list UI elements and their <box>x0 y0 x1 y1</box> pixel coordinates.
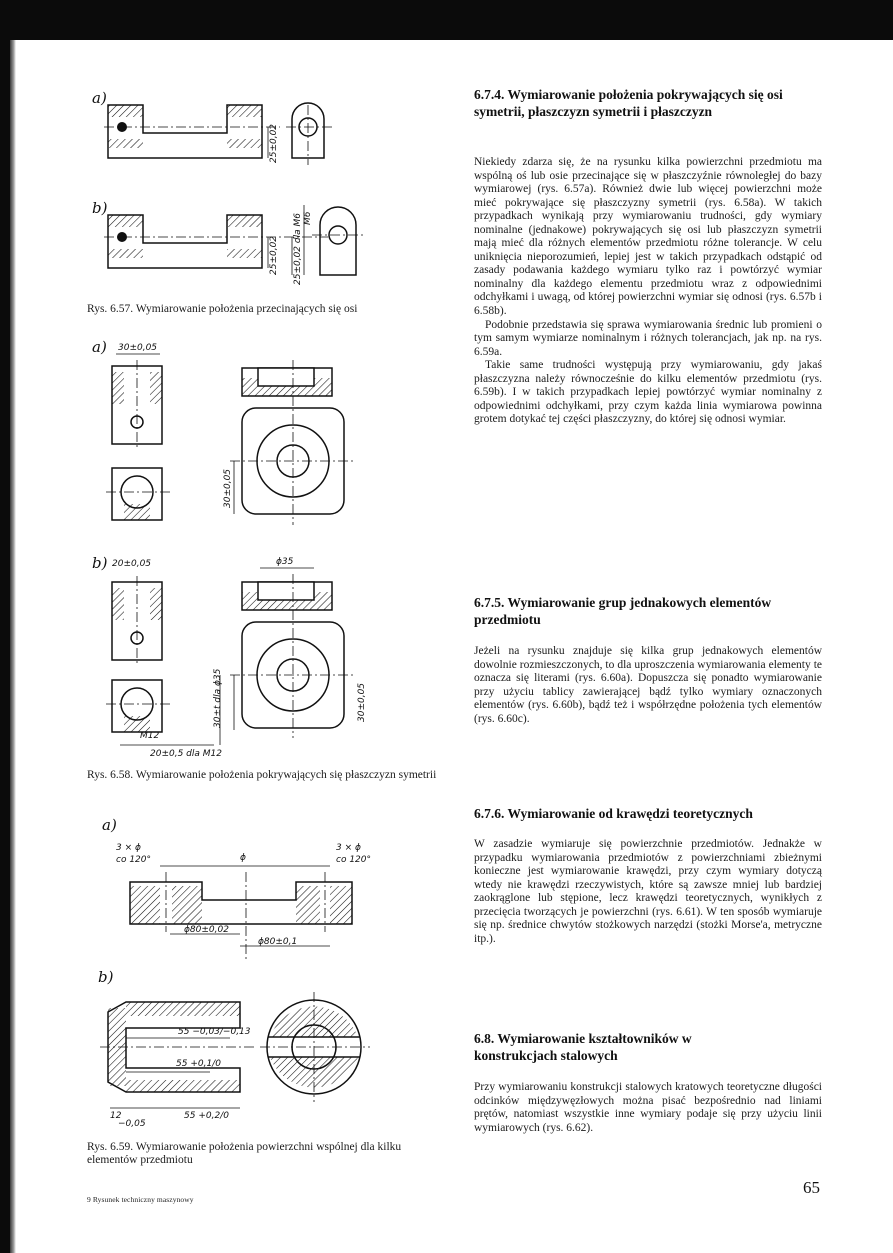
section-6-7-5-heading: 6.7.5. Wymiarowanie grup jednakowych elementów przedmiotu <box>474 595 772 627</box>
fig657b-dim-3: M6 <box>303 211 313 225</box>
section-6-7-4-body <box>474 156 822 427</box>
section-6-7-6-body <box>474 838 822 946</box>
fig659a-section <box>130 872 352 962</box>
section-6-7-4-para-3: Takie same trudności występują przy wymiarowaniu, gdy jakaś płaszczyzna należy równocześnie do kilku elementów przedmiotu (rys. 6.59b). I w takich przypadkach lepiej powtórzyć wymiar nominalny z odpowiednimi odchyłkami, przy czym każda linia wymiarowa powinna grotem dotykać tej części płaszczyzny, do której się odnosi wymiar. <box>474 359 822 426</box>
fig658a-front-view <box>112 360 162 450</box>
fig659b-section <box>100 1002 255 1092</box>
figure-6-59 <box>80 812 380 1140</box>
section-6-7-4-para-1: Niekiedy zdarza się, że na rysunku kilka powierzchni przedmiotu ma wspólną oś lub osie przecinające się w płaszczyźnie równoległej do bazy wymiarowej (rys. 6.57a). Również dwie lub więcej powierzchni może mieć pokrywające się płaszczyzny symetrii (rys. 6.58a). W takich przypadkach wynikają przy wymiarowaniu trudności, gdy wymiary nominalne (jednakowe) pokrywających się osi lub płaszczyzn symetrii mają mieć dla różnych elementów przedmiotu różne tolerancje. W celu uniknięcia nieporozumień, lepiej jest w takich przypadkach odstąpić od zasady podawania każdego wymiaru tylko raz i powtórzyć wymiar nominalny dla każdego elementu przedmiotu wraz z odpowiednimi odchyłkami i uwagą, od której powierzchni wymiar się odnosi (rys. 6.57b i 6.58b). <box>474 156 822 318</box>
section-6-7-5-para-1: Jeżeli na rysunku znajduje się kilka grup jednakowych elementów dowolnie rozmieszczonych, to dla uproszczenia wymiarowania elementy te oznacza się literami (rys. 6.60a). Dopuszcza się ponadto wymiarowanie przy użyciu tablicy zawierającej bądź tylko wymiary oznaczonych elementów (rys. 6.60b), bądź też i współrzędne położenia tych elementów (rys. 6.60c). <box>474 645 822 725</box>
fig659b-end-view <box>260 992 370 1102</box>
scan-top-border <box>0 0 893 40</box>
fig657-label-a: a) <box>92 89 107 107</box>
fig659b-dim-tol: −0,05 <box>118 1119 146 1129</box>
fig658b-section <box>106 680 170 732</box>
fig657b-dim-2: 25±0,02 dla M6 <box>293 213 303 285</box>
fig659a-dim-co120-right: co 120° <box>336 855 371 865</box>
fig657a-side-view <box>286 103 332 165</box>
fig658a-section <box>106 468 170 520</box>
page-number: 65 <box>803 1178 820 1197</box>
section-6-8-heading: 6.8. Wymiarowanie kształtowników w konstrukcjach stalowych <box>474 1031 692 1063</box>
fig658b-dim-m12: M12 <box>140 731 160 741</box>
fig659a-dim-phi80-002: ϕ80±0,02 <box>184 925 229 935</box>
fig657-label-b: b) <box>92 199 108 217</box>
fig658-caption: Rys. 6.58. Wymiarowanie położenia pokrywających się płaszczyzn symetrii <box>87 769 437 781</box>
fig658-label-a: a) <box>92 338 107 356</box>
fig659b-dim-55-c: 55 +0,2/0 <box>184 1111 229 1121</box>
section-6-7-6-heading: 6.7.6. Wymiarowanie od krawędzi teoretycznych <box>474 806 753 821</box>
fig659b-dim-55-a: 55 −0,03/−0,13 <box>178 1027 251 1037</box>
figure-6-58 <box>80 330 380 768</box>
scan-book-spine <box>10 40 16 1253</box>
fig657a-dim: 25±0,02 <box>269 123 279 163</box>
fig659b-dim-55-b: 55 +0,1/0 <box>176 1059 221 1069</box>
fig659a-dim-phi80-01: ϕ80±0,1 <box>258 937 298 947</box>
figure-6-57 <box>80 85 410 300</box>
section-6-7-4-para-2: Podobnie przedstawia się sprawa wymiarowania średnic lub promieni o tym samym wymiarze nominalnym i różnych tolerancjach, jak np. na rys. 6.59a. <box>474 318 822 358</box>
fig658b-dim-20-m12: 20±0,5 dla M12 <box>150 749 222 759</box>
section-6-7-4-heading: 6.7.4. Wymiarowanie położenia pokrywających się osi symetrii, płaszczyzn symetrii i płaszczyzn <box>474 87 783 119</box>
fig658-label-b: b) <box>92 554 108 572</box>
section-6-7-5-body <box>474 645 822 726</box>
fig659a-dim-3x-left: 3 × ϕ <box>116 843 141 853</box>
scan-left-border <box>0 40 10 1253</box>
fig659a-dim-co120-left: co 120° <box>116 855 151 865</box>
fig658b-dim-phi35-side: 30±t dla ϕ35 <box>213 668 223 728</box>
fig658b-dim-top: 20±0,05 <box>112 559 152 569</box>
fig657b-side-view <box>312 207 364 275</box>
fig659a-dim-3x-right: 3 × ϕ <box>336 843 361 853</box>
fig657b-dim-1: 25±0,02 <box>269 235 279 275</box>
section-6-8-body <box>474 1081 822 1135</box>
fig658b-dim-phi35: ϕ35 <box>276 557 294 567</box>
fig659b-dim-12: 12 <box>110 1111 122 1121</box>
fig659-label-b: b) <box>98 968 114 986</box>
fig658a-top-view <box>230 360 356 525</box>
section-6-7-6-para-1: W zasadzie wymiaruje się powierzchnie przedmiotów. Jednakże w przypadku wymiarowania przedmiotów z powierzchniami zbieżnymi konieczne jest wymiarowanie krawędzi, przy czym wymiary dotyczą wtedy nie krawędzi rzeczywistych, które są zawsze mniej lub bardziej zaokrąglone lub stępione, lecz krawędzi teoretycznych, wynikłych z przecięcia tworzących je powierzchni (rys. 6.61). W ten sposób wymiaruje się np. średnice chwytów stożkowych narzędzi (stożki Morse'a, metryczne itp.). <box>474 838 822 945</box>
fig659-label-a: a) <box>102 816 117 834</box>
fig658a-dim-side: 30±0,05 <box>223 468 233 508</box>
page-footer: 9 Rysunek techniczny maszynowy <box>87 1195 194 1204</box>
fig658b-dim-right: 30±0,05 <box>357 682 367 722</box>
fig659-caption: Rys. 6.59. Wymiarowanie położenia powierzchni wspólnej dla kilku elementów przedmiotu <box>87 1141 402 1166</box>
fig658b-front-view <box>112 576 162 666</box>
fig658b-top-view <box>230 574 356 738</box>
fig659a-dim-phi: ϕ <box>240 853 246 863</box>
section-6-8-para-1: Przy wymiarowaniu konstrukcji stalowych kratowych teoretyczne długości odcinków międzywęzłowych można pisać bezpośrednio nad liniami prętów, natomiast wszystkie inne wymiary podaje się przy użyciu linii wymiarowych (rys. 6.62). <box>474 1081 822 1134</box>
fig657a-block <box>104 105 280 158</box>
fig657-caption: Rys. 6.57. Wymiarowanie położenia przecinających się osi <box>87 303 358 315</box>
fig658a-dim-top: 30±0,05 <box>118 343 158 353</box>
